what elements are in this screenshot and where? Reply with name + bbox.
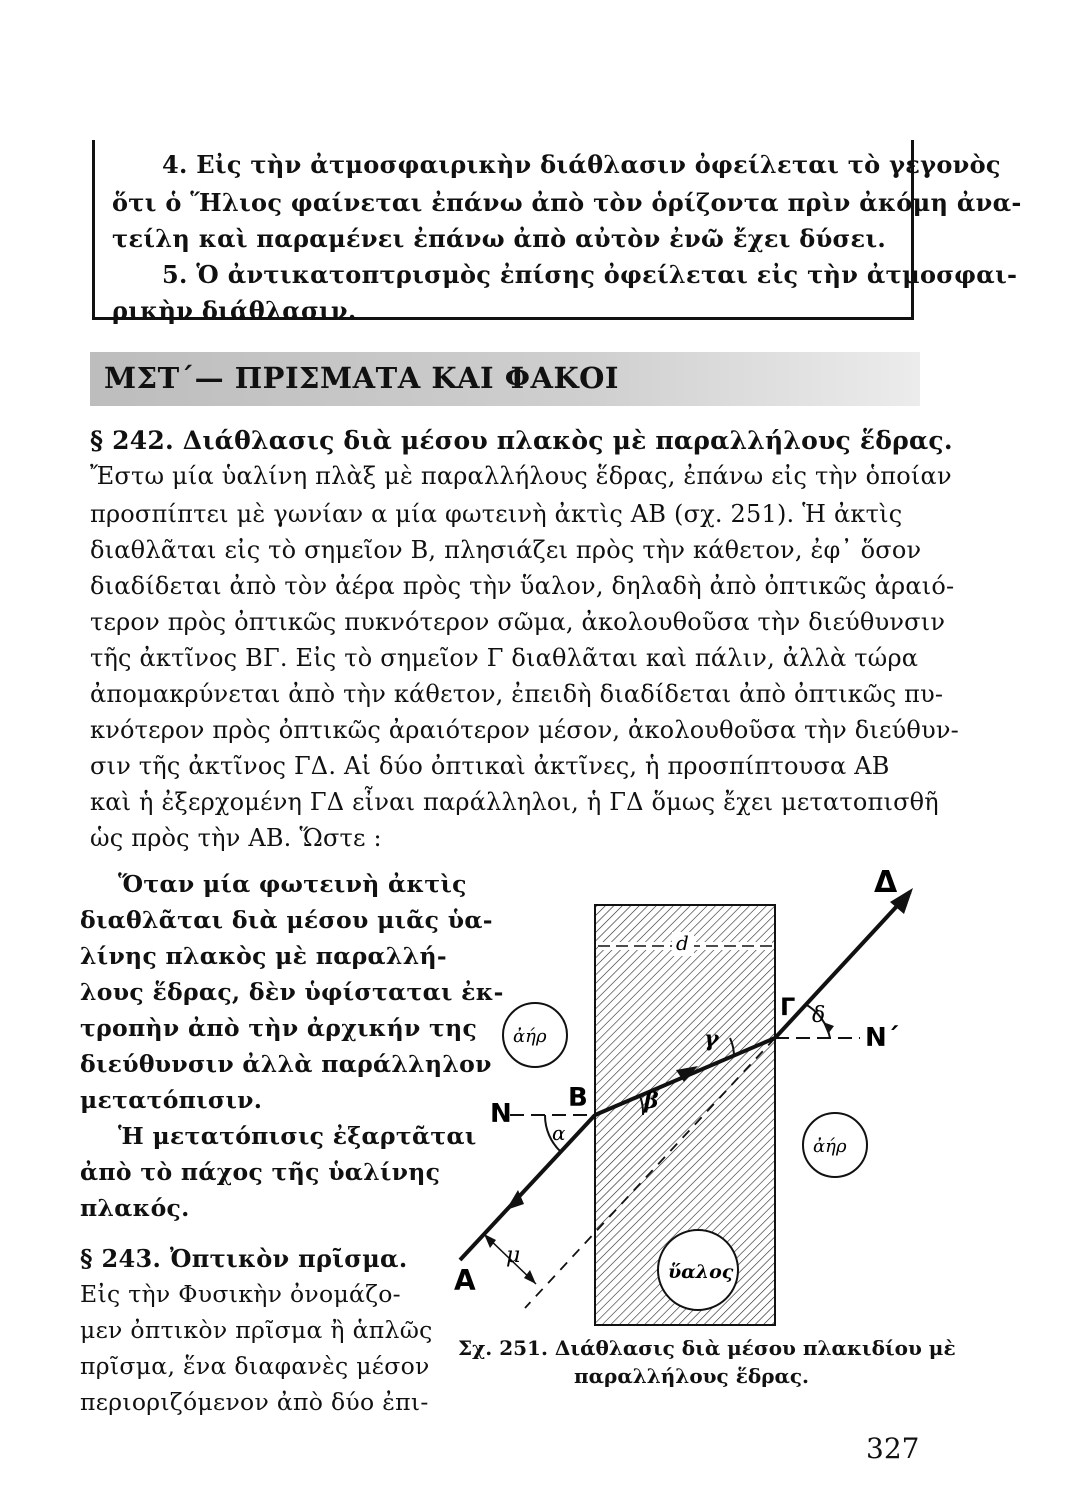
note-line: ἀπὸ τὸ πάχος τῆς ὑαλίνης [80, 1158, 441, 1186]
label-N: Ν [490, 1099, 512, 1129]
body-line: περιοριζόμενον ἀπὸ δύο ἐπι- [80, 1388, 429, 1416]
rule-line: μετατόπισιν. [80, 1086, 263, 1114]
section-243-heading: § 243. Ὀπτικὸν πρῖσμα. [80, 1244, 408, 1273]
label-d: d [676, 931, 689, 955]
rule-line: τροπὴν ἀπὸ τὴν ἀρχικήν της [80, 1014, 478, 1042]
label-gamma: γ [704, 1026, 719, 1052]
air-left-label: ἀήρ [513, 1026, 547, 1047]
figure-251 [440, 850, 940, 1330]
body-line: διαδίδεται ἀπὸ τὸν ἀέρα πρὸς τὴν ὕαλον, δηλαδὴ ἀπὸ ὀπτικῶς ἀραιό- [90, 572, 955, 600]
label-beta: β [644, 1088, 659, 1114]
chapter-banner [90, 352, 920, 406]
label-B: Β [568, 1083, 588, 1113]
ray-AB [460, 1115, 595, 1260]
body-line: ὡς πρὸς τὴν ΑΒ. Ὥστε : [90, 824, 382, 852]
rule-line: Ὅταν μία φωτεινὴ ἀκτὶς [118, 870, 467, 898]
body-line: διαθλᾶται εἰς τὸ σημεῖον Β, πλησιάζει πρὸς τὴν κάθετον, ἐφ᾽ ὅσον [90, 536, 922, 564]
body-line: Ἔστω μία ὑαλίνη πλὰξ μὲ παραλλήλους ἕδρας, ἐπάνω εἰς τὴν ὁποίαν [90, 462, 952, 490]
label-D: Δ [874, 865, 898, 900]
label-alpha: α [552, 1121, 566, 1145]
section-242-heading: § 242. Διάθλασις διὰ μέσου πλακὸς μὲ παραλλήλους ἕδρας. [90, 426, 953, 455]
note-line: Ἡ μετατόπισις ἐξαρτᾶται [118, 1122, 477, 1150]
box-line: ρικὴν διάθλασιν. [112, 296, 357, 325]
rule-line: διαθλᾶται διὰ μέσου μιᾶς ὑα- [80, 906, 493, 934]
note-line: πλακός. [80, 1194, 190, 1222]
box-line: τείλη καὶ παραμένει ἐπάνω ἀπὸ αὐτὸν ἐνῶ ἔχει δύσει. [112, 224, 887, 253]
body-line: σιν τῆς ἀκτῖνος ΓΔ. Αἱ δύο ὀπτικαὶ ἀκτῖνες, ἡ προσπίπτουσα ΑΒ [90, 752, 890, 780]
label-A: Α [454, 1264, 476, 1297]
body-line: Εἰς τὴν Φυσικὴν ὀνομάζο- [80, 1280, 401, 1308]
body-line: καὶ ἡ ἐξερχομένη ΓΔ εἶναι παράλληλοι, ἡ ΓΔ ὅμως ἔχει μετατοπισθῆ [90, 788, 939, 816]
page-number: 327 [866, 1432, 920, 1465]
body-line: τῆς ἀκτῖνος ΒΓ. Εἰς τὸ σημεῖον Γ διαθλᾶται καὶ πάλιν, ἀλλὰ τώρα [90, 644, 919, 672]
rule-line: λίνης πλακὸς μὲ παραλλή- [80, 942, 447, 970]
box-line: ὅτι ὁ Ἥλιος φαίνεται ἐπάνω ἀπὸ τὸν ὁρίζοντα πρὶν ἀκόμη ἀνα- [112, 188, 1022, 217]
figure-caption-line1: Σχ. 251. Διάθλασις διὰ μέσου πλακιδίου μὲ [458, 1336, 956, 1360]
label-G: Γ [780, 993, 796, 1021]
figure-caption-line2: παραλλήλους ἕδρας. [574, 1364, 810, 1388]
rule-line: λους ἕδρας, δὲν ὑφίσταται ἐκ- [80, 978, 504, 1006]
label-mu: μ [506, 1243, 521, 1268]
body-line: μεν ὀπτικὸν πρῖσμα ἢ ἁπλῶς [80, 1316, 433, 1344]
body-line: ἀπομακρύνεται ἀπὸ τὴν κάθετον, ἐπειδὴ διαδίδεται ἀπὸ ὀπτικῶς πυ- [90, 680, 944, 708]
box-line: 5. Ὁ ἀντικατοπτρισμὸς ἐπίσης ὀφείλεται εἰς τὴν ἀτμοσφαι- [162, 260, 1018, 289]
body-line: τερον πρὸς ὀπτικῶς πυκνότερον σῶμα, ἀκολουθοῦσα τὴν διεύθυνσιν [90, 608, 946, 636]
box-line: 4. Εἰς τὴν ἀτμοσφαιρικὴν διάθλασιν ὀφείλεται τὸ γεγονὸς [162, 150, 1001, 179]
rule-line: διεύθυνσιν ἀλλὰ παράλληλον [80, 1050, 492, 1078]
air-right-label: ἀήρ [813, 1136, 847, 1157]
chapter-title: ΜΣΤ΄— ΠΡΙΣΜΑΤΑ ΚΑΙ ΦΑΚΟΙ [104, 361, 619, 395]
label-delta: δ [812, 1003, 826, 1028]
body-line: κνότερον πρὸς ὀπτικῶς ἀραιότερον μέσον, ἀκολουθοῦσα τὴν διεύθυν- [90, 716, 959, 744]
glass-label: ὕαλος [668, 1261, 734, 1283]
body-line: πρῖσμα, ἕνα διαφανὲς μέσον [80, 1352, 430, 1380]
label-N-prime: Ν΄ [865, 1023, 899, 1053]
body-line: προσπίπτει μὲ γωνίαν α μία φωτεινὴ ἀκτὶς ΑΒ (σχ. 251). Ἡ ἀκτὶς [90, 500, 903, 528]
